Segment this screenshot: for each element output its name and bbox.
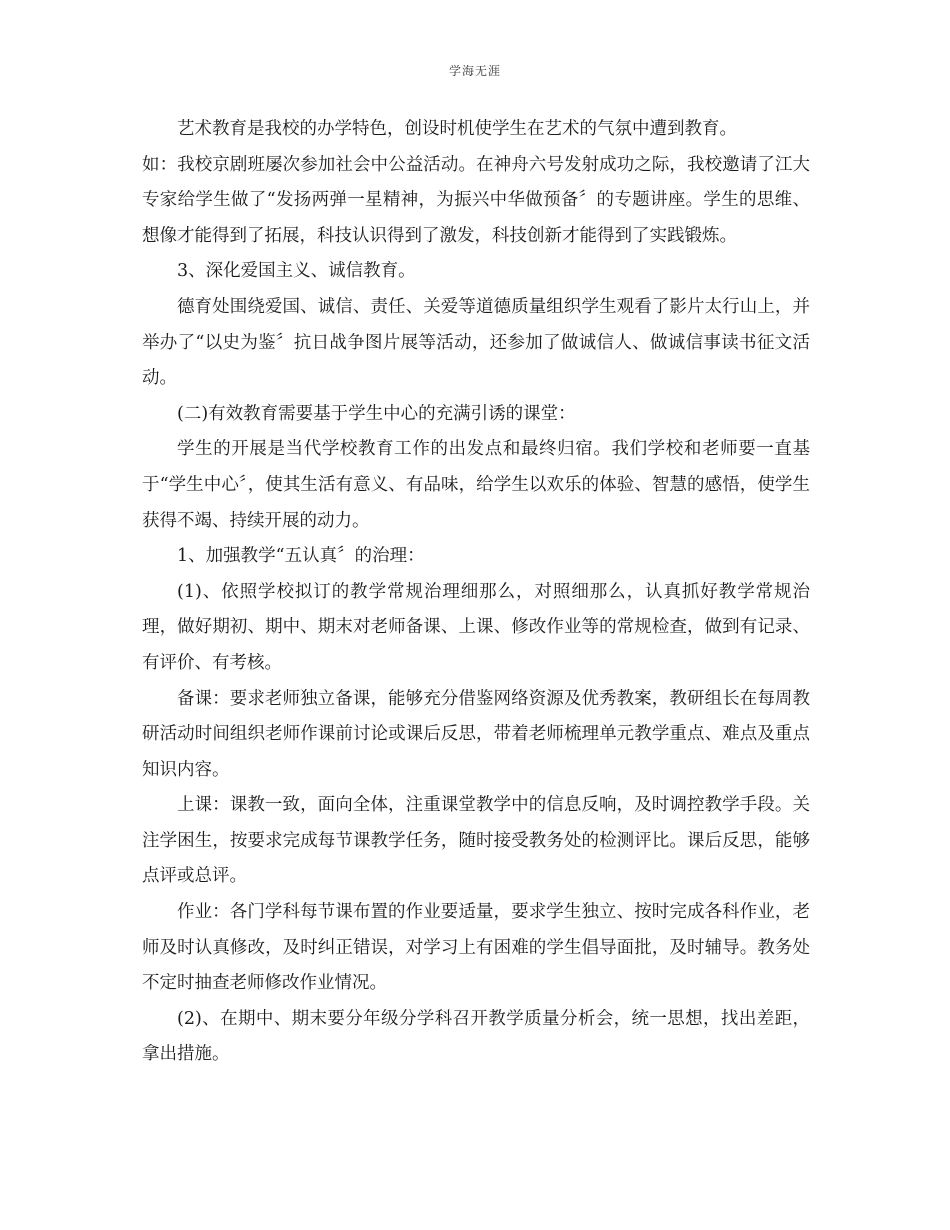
- page-header: 学海无涯: [448, 64, 501, 78]
- paragraph-moral-education: 德育处围绕爱国、诚信、责任、关爱等道德质量组织学生观看了影片太行山上，并举办了“以史为鉴〞抗日战争图片展等活动，还参加了做诚信人、做诚信事读书征文活动。: [142, 296, 810, 389]
- paragraph-heading-five-diligence: 1、加强教学“五认真〞的治理：: [177, 546, 425, 567]
- paragraph-teaching: 上课：课教一致，面向全体，注重课堂教学中的信息反响，及时调控教学手段。关注学困生，按要求完成每节课教学任务，随时接受教务处的检测评比。课后反思，能够点评或总评。: [142, 795, 810, 887]
- paragraph-heading-classroom: (二)有效教育需要基于学生中心的充满引诱的课堂：: [177, 403, 576, 424]
- paragraph-example-activities: 如：我校京剧班屡次参加社会中公益活动。在神舟六号发射成功之际，我校邀请了江大专家给学生做了“发扬两弹一星精神，为振兴中华做预备〞的专题讲座。学生的思维、想像才能得到了拓展，科技认识得到了激发，科技创新才能得到了实践锻炼。: [142, 154, 810, 246]
- paragraph-student-centered: 学生的开展是当代学校教育工作的出发点和最终归宿。我们学校和老师要一直基于“学生中心〞，使其生活有意义、有品味，给学生以欢乐的体验、智慧的感悟，使学生获得不竭、持续开展的动力。: [142, 439, 810, 531]
- paragraph-art-education: 艺术教育是我校的办学特色，创设时机使学生在艺术的气氛中遭到教育。: [177, 119, 737, 139]
- paragraph-routine-management: (1)、依照学校拟订的教学常规治理细那么，对照细那么，认真抓好教学常规治理，做好期初、期中、期末对老师备课、上课、修改作业等的常规检查，做到有记录、有评价、有考核。: [142, 581, 810, 673]
- paragraph-heading-patriotism: 3、深化爱国主义、诚信教育。: [177, 261, 416, 282]
- paragraph-quality-analysis: (2)、在期中、期末要分年级分学科召开教学质量分析会，统一思想，找出差距，拿出措施。: [142, 1008, 810, 1065]
- paragraph-homework: 作业：各门学科每节课布置的作业要适量，要求学生独立、按时完成各科作业，老师及时认真修改，及时纠正错误，对学习上有困难的学生倡导面批，及时辅导。教务处不定时抽查老师修改作业情况。: [142, 902, 810, 994]
- paragraph-lesson-prep: 备课：要求老师独立备课，能够充分借鉴网络资源及优秀教案，教研组长在每周教研活动时间组织老师作课前讨论或课后反思，带着老师梳理单元教学重点、难点及重点知识内容。: [142, 688, 810, 780]
- document-body: [142, 112, 810, 1073]
